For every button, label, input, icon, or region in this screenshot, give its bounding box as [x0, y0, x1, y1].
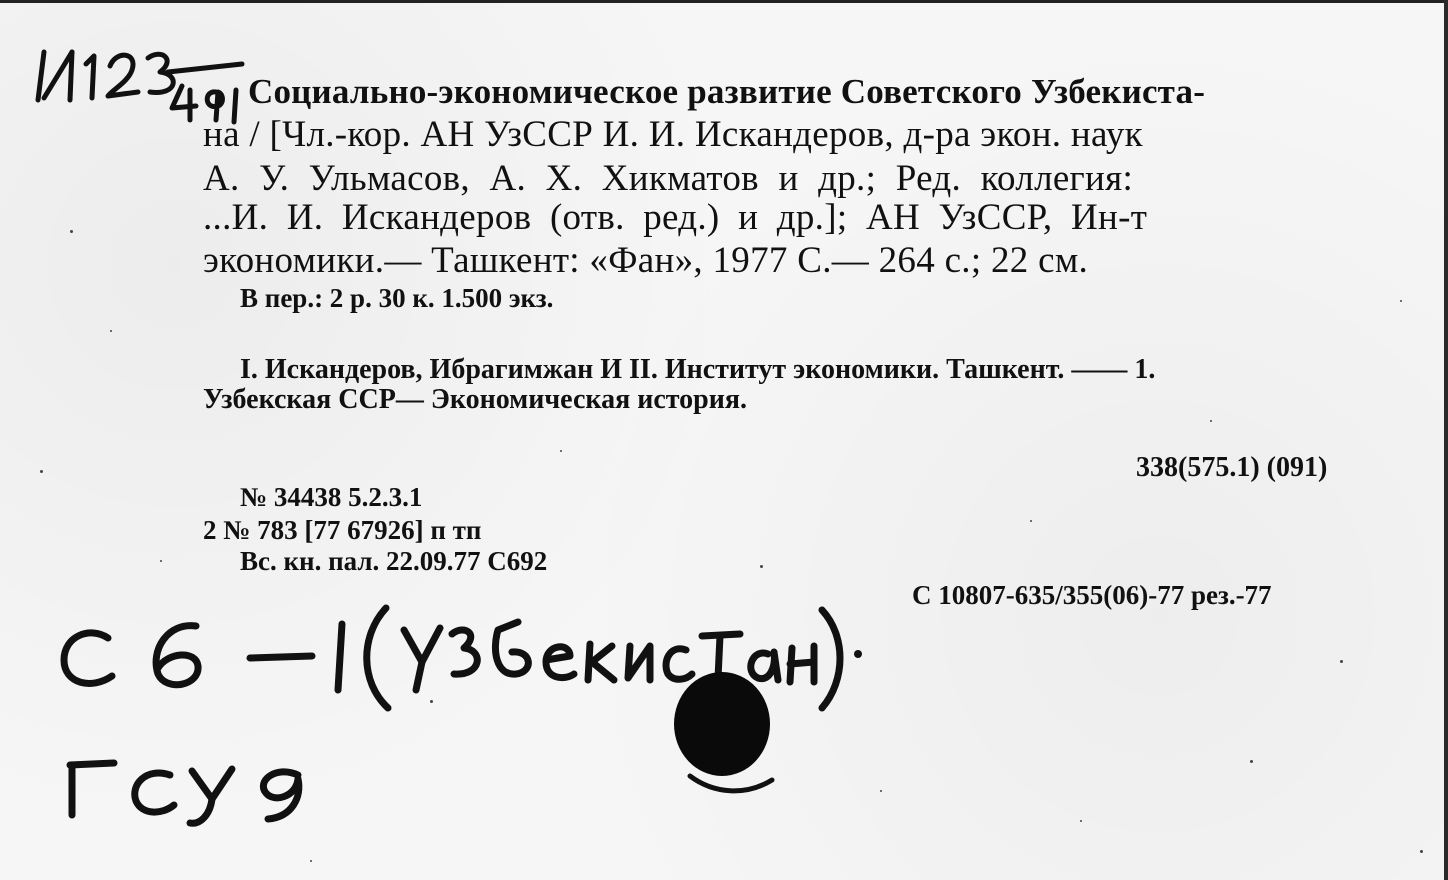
punch-hole [660, 668, 790, 808]
handwritten-code-text [60, 780, 62, 781]
card-top-edge [0, 0, 1448, 3]
handwritten-code [50, 735, 330, 845]
card-number-1: № 34438 5.2.3.1 [240, 482, 423, 512]
speck [70, 230, 73, 233]
notes-line-1: I. Искандеров, Ибрагимжан И II. Институт экономики. Ташкент. —— 1. [240, 354, 1156, 385]
speck [1080, 820, 1082, 822]
description-line-4: ...И. И. Искандеров (отв. ред.) и др.]; АН УзССР, Ин-т [203, 197, 1148, 238]
speck [160, 560, 162, 562]
speck [430, 700, 433, 703]
speck [760, 565, 763, 568]
speck [880, 790, 882, 792]
speck [1340, 660, 1343, 663]
speck [40, 470, 43, 473]
book-title: Социально-экономическое развитие Советского Узбекиста- [248, 72, 1206, 111]
udc-index: 338(575.1) (091) [1136, 452, 1328, 483]
price-line: В пер.: 2 р. 30 к. 1.500 экз. [240, 283, 554, 313]
description-line-2: на / [Чл.-кор. АН УзССР И. И. Искандеров, д-ра экон. наук [203, 114, 1143, 155]
card-number-3: Вс. кн. пал. 22.09.77 С692 [240, 546, 548, 576]
speck [1210, 420, 1212, 422]
speck [1420, 850, 1423, 853]
card-right-edge [1444, 0, 1448, 880]
shelfmark-bottom [160, 80, 162, 81]
description-line-5: экономики.— Ташкент: «Фан», 1977 С.— 264 с.; 22 см. [203, 240, 1089, 281]
card-number-2: 2 № 783 [77 67926] п тп [203, 515, 482, 545]
speck [110, 330, 112, 332]
speck [1250, 760, 1253, 763]
shelfmark-top [28, 48, 30, 49]
speck [310, 860, 312, 862]
speck [1030, 520, 1032, 522]
handwritten-classification [50, 590, 870, 720]
handwritten-classification-text [60, 640, 69, 641]
catalog-code: С 10807-635/355(06)-77 рез.-77 [912, 580, 1272, 610]
speck [1400, 300, 1402, 302]
notes-line-2: Узбекская ССР— Экономическая история. [203, 384, 748, 415]
description-line-3: А. У. Ульмасов, А. Х. Хикматов и др.; Ред. коллегия: [203, 158, 1134, 199]
speck [560, 450, 562, 452]
